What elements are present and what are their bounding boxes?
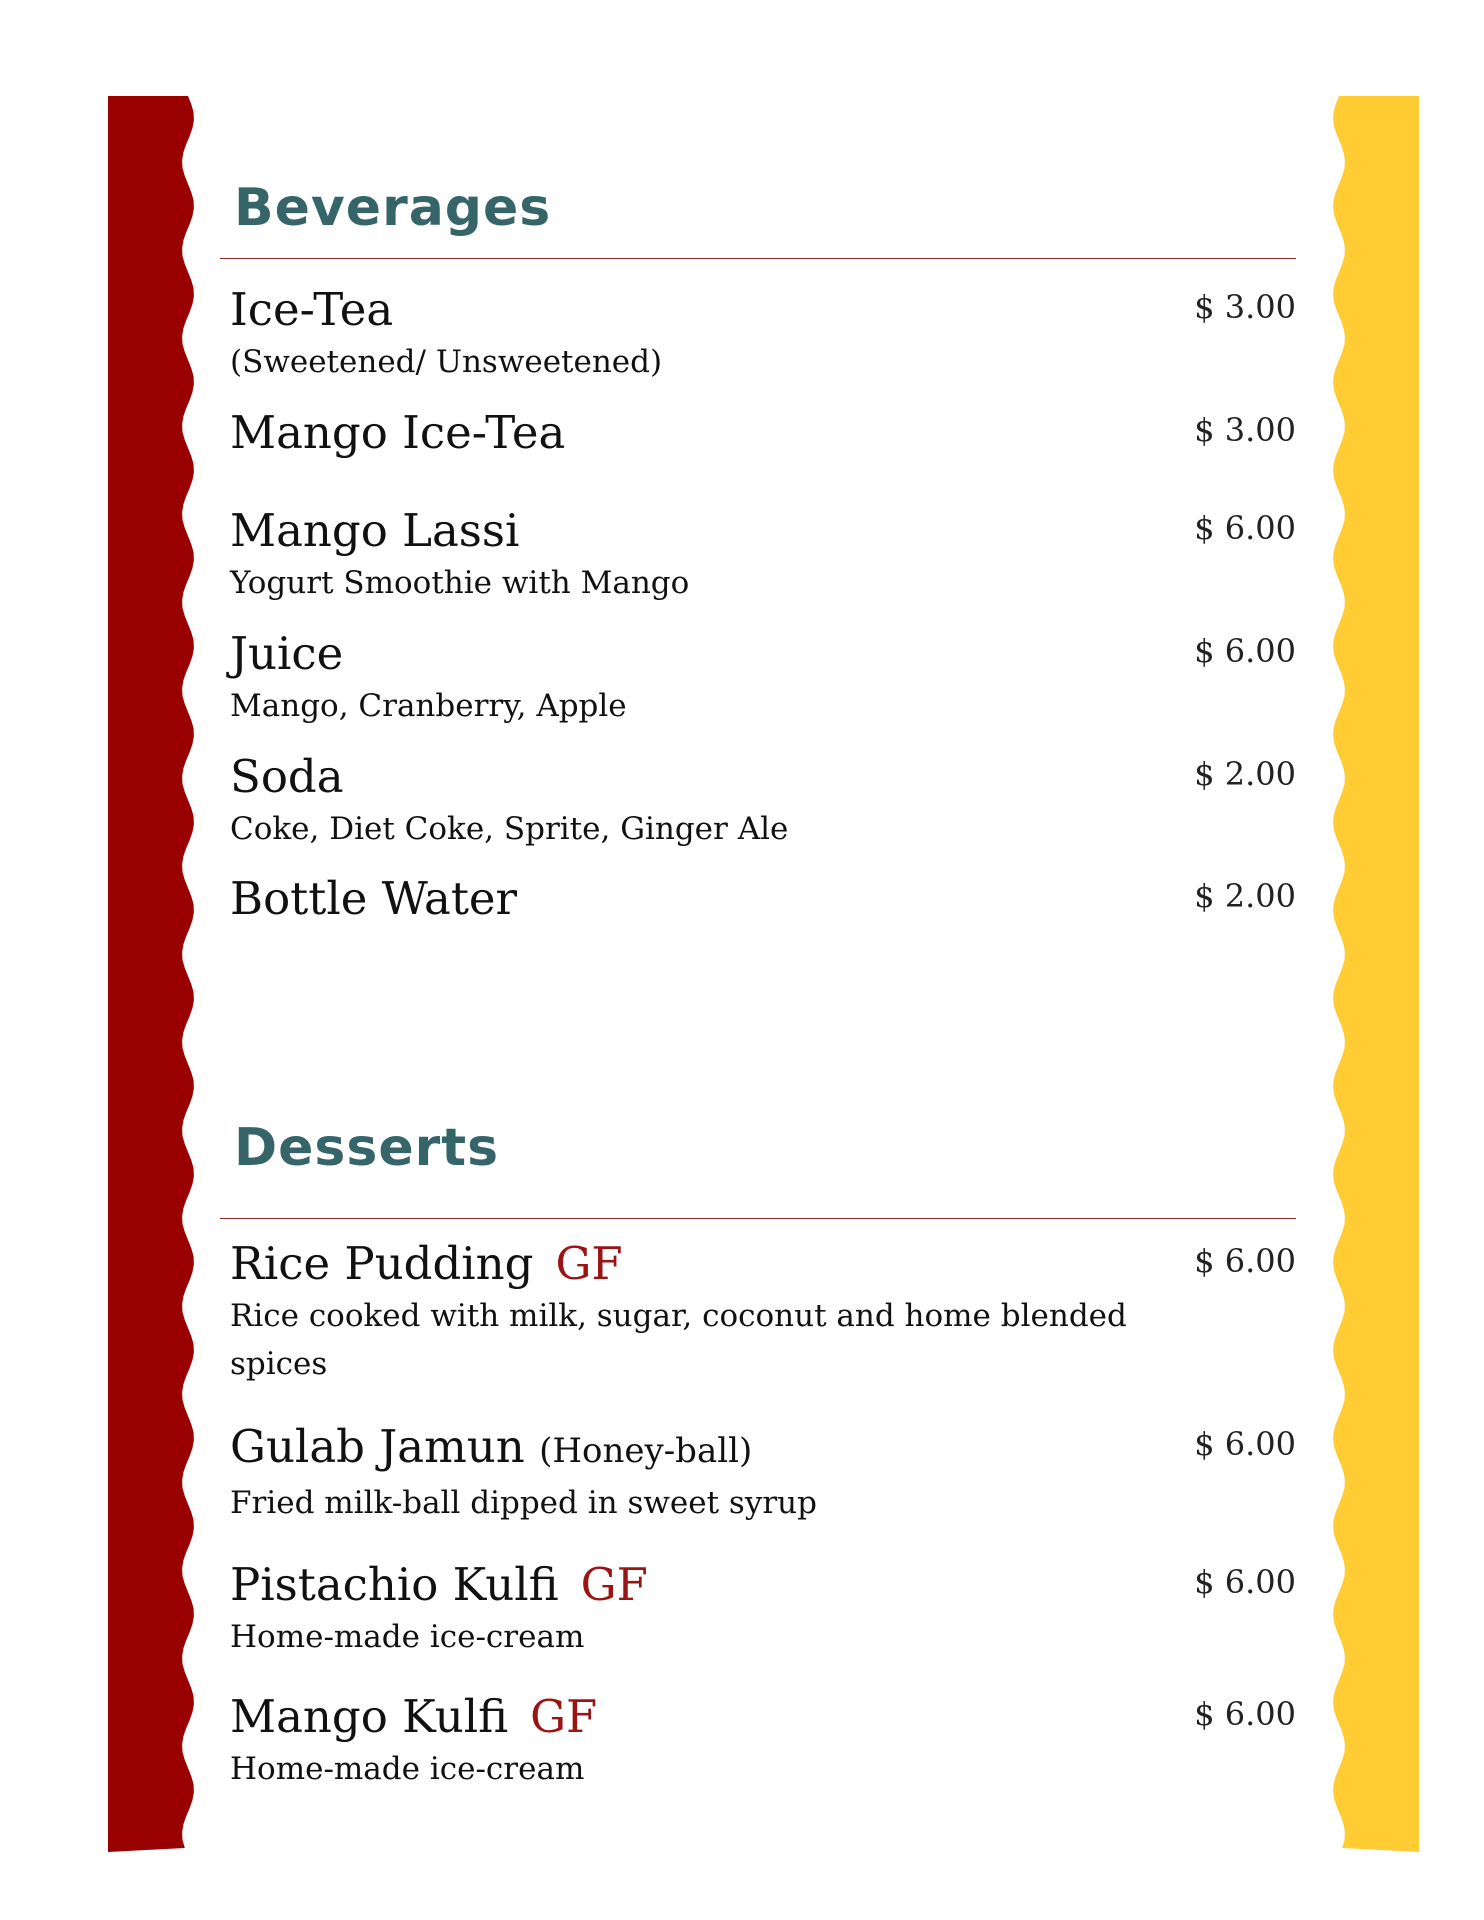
desserts-divider — [220, 1218, 1296, 1219]
item-description: Coke, Diet Coke, Sprite, Ginger Ale — [230, 811, 789, 847]
menu-item-mango-ice-tea — [230, 407, 1296, 459]
menu-item-gulab-jamun — [230, 1421, 1296, 1527]
item-price: $ 6.00 — [1194, 1242, 1296, 1280]
item-price: $ 2.00 — [1194, 877, 1296, 915]
menu-item-rice-pudding — [230, 1238, 1296, 1388]
item-price: $ 3.00 — [1194, 288, 1296, 326]
item-name-line — [230, 1691, 1296, 1743]
menu-item-mango-kulfi — [230, 1691, 1296, 1793]
item-name: Mango Lassi — [230, 504, 520, 557]
menu-item-mango-lassi — [230, 505, 1296, 607]
beverages-heading: Beverages — [234, 178, 552, 238]
menu-item-bottle-water — [230, 873, 1296, 925]
item-name: Juice — [230, 627, 344, 680]
left-wavy-band-shape — [108, 96, 194, 1852]
item-price: $ 6.00 — [1194, 1425, 1296, 1463]
item-price: $ 6.00 — [1194, 1563, 1296, 1601]
item-description: Yogurt Smoothie with Mango — [230, 565, 690, 601]
item-name-line — [230, 1238, 1296, 1290]
item-description: Mango, Cranberry, Apple — [230, 688, 627, 724]
item-name: Bottle Water — [230, 872, 518, 925]
item-price: $ 6.00 — [1194, 632, 1296, 670]
item-price: $ 2.00 — [1194, 755, 1296, 793]
item-description: Rice cooked with milk, sugar, coconut and home blended spices — [230, 1298, 1127, 1382]
item-description: (Sweetened/ Unsweetened) — [230, 344, 663, 380]
item-name: Pistachio Kulfi — [230, 1558, 559, 1611]
beverages-divider — [220, 258, 1296, 259]
menu-content — [220, 0, 1296, 1920]
left-decorative-band — [108, 96, 198, 1852]
gluten-free-tag: GF — [555, 1237, 623, 1290]
item-price: $ 6.00 — [1194, 1695, 1296, 1733]
item-description: Home-made ice-cream — [230, 1619, 585, 1655]
item-name: Gulab Jamun — [230, 1420, 525, 1473]
gluten-free-tag: GF — [580, 1558, 648, 1611]
menu-item-pistachio-kulfi — [230, 1559, 1296, 1661]
menu-item-juice — [230, 628, 1296, 730]
item-price: $ 3.00 — [1194, 411, 1296, 449]
right-wavy-band-graphic — [1329, 96, 1419, 1852]
item-name-note: (Honey-ball) — [539, 1431, 753, 1471]
menu-item-ice-tea — [230, 284, 1296, 386]
item-name-line — [230, 1559, 1296, 1611]
right-decorative-band — [1329, 96, 1419, 1852]
item-name: Mango Ice-Tea — [230, 406, 566, 459]
item-description: Fried milk-ball dipped in sweet syrup — [230, 1485, 817, 1521]
left-wavy-band-graphic — [108, 96, 198, 1852]
item-name: Soda — [230, 750, 344, 803]
item-name: Ice-Tea — [230, 283, 394, 336]
menu-item-soda — [230, 751, 1296, 853]
item-name-line — [230, 1421, 1296, 1477]
right-wavy-band-shape — [1333, 96, 1419, 1852]
gluten-free-tag: GF — [530, 1690, 598, 1743]
item-name: Rice Pudding — [230, 1237, 534, 1290]
item-description: Home-made ice-cream — [230, 1751, 585, 1787]
item-price: $ 6.00 — [1194, 509, 1296, 547]
desserts-heading: Desserts — [234, 1118, 500, 1178]
item-name: Mango Kulfi — [230, 1690, 509, 1743]
